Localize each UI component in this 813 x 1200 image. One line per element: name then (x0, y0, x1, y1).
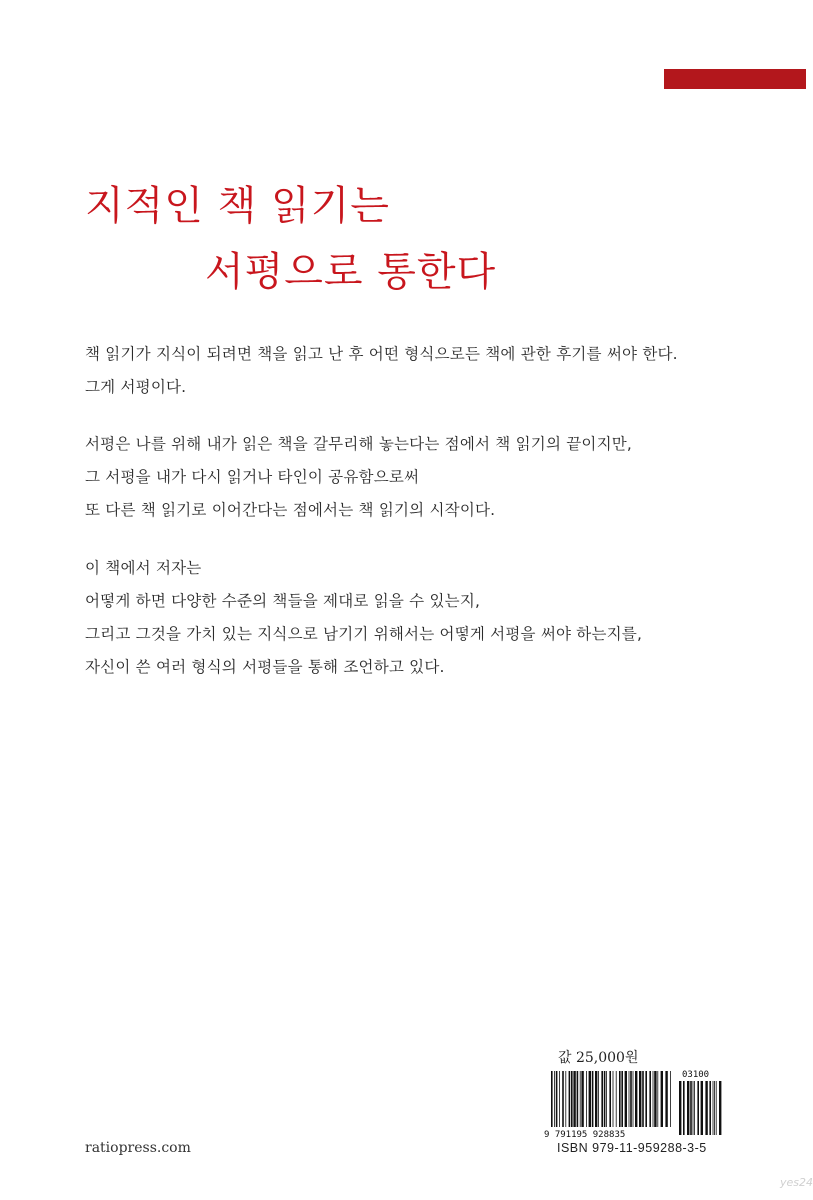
barcode-bar (595, 1071, 597, 1127)
body-line: 그 서평을 내가 다시 읽거나 타인이 공유함으로써 (85, 468, 420, 486)
body-line: 어떻게 하면 다양한 수준의 책들을 제대로 읽을 수 있는지, (85, 592, 481, 610)
barcode-bar (701, 1081, 703, 1135)
isbn-number: ISBN 979-11-959288-3-5 (557, 1141, 707, 1155)
price-label: 값 25,000원 (558, 1050, 639, 1066)
publisher-website: ratiopress.com (85, 1140, 191, 1156)
body-paragraph-3 (85, 552, 775, 684)
barcode-bar (621, 1071, 623, 1127)
body-line: 또 다른 책 읽기로 이어간다는 점에서는 책 읽기의 시작이다. (85, 501, 496, 519)
barcode-bar (642, 1071, 644, 1127)
barcode-bar (562, 1071, 564, 1127)
watermark: yes24 (780, 1176, 813, 1189)
barcode-bar (609, 1071, 611, 1127)
barcode-bar (577, 1071, 579, 1127)
barcode-bar (635, 1071, 637, 1127)
barcode-bar (654, 1071, 656, 1127)
body-line: 이 책에서 저자는 (85, 559, 202, 577)
barcode-main-bars (551, 1071, 671, 1127)
barcode-bar (657, 1071, 658, 1127)
barcode-bar (581, 1071, 583, 1127)
barcode-bar (580, 1071, 581, 1127)
barcode-bar (645, 1071, 647, 1127)
barcode-addon-bars (679, 1081, 721, 1135)
barcode-bar (679, 1081, 681, 1135)
barcode-bar (604, 1071, 606, 1127)
body-line: 서평은 나를 위해 내가 읽은 책을 갈무리해 놓는다는 점에서 책 읽기의 끝이지만, (85, 435, 633, 453)
barcode-bar (606, 1071, 607, 1127)
barcode-bar (630, 1071, 632, 1127)
barcode-bar (713, 1081, 714, 1135)
body-line: 책 읽기가 지식이 되려면 책을 읽고 난 후 어떤 형식으로든 책에 관한 후기를 써야 한다. (85, 345, 678, 363)
barcode-bar (592, 1071, 594, 1127)
body-paragraph-2 (85, 428, 775, 527)
barcode-bar (714, 1081, 715, 1135)
barcode-bar (719, 1081, 721, 1135)
barcode-bar (625, 1071, 627, 1127)
barcode-bar (571, 1071, 573, 1127)
barcode-bar (716, 1081, 717, 1135)
isbn-barcode (541, 1069, 725, 1139)
body-line: 자신이 쓴 여러 형식의 서평들을 통해 조언하고 있다. (85, 658, 445, 676)
barcode-bar (569, 1071, 571, 1127)
body-line: 그게 서평이다. (85, 378, 187, 396)
barcode-bar (619, 1071, 621, 1127)
barcode-bar (556, 1071, 558, 1127)
barcode-bar (633, 1071, 634, 1127)
barcode-bar (670, 1071, 671, 1127)
barcode-bar (705, 1081, 707, 1135)
barcode-bar (690, 1081, 692, 1135)
barcode-main-digits: 9 791195 928835 (544, 1130, 626, 1140)
barcode-bar (551, 1071, 553, 1127)
body-line: 그리고 그것을 가치 있는 지식으로 남기기 위해서는 어떻게 서평을 써야 하는지를, (85, 625, 643, 643)
barcode-bar (565, 1071, 566, 1127)
barcode-bar (639, 1071, 641, 1127)
barcode-bar (687, 1081, 689, 1135)
body-paragraph-1 (85, 338, 775, 404)
barcode-bar (683, 1081, 685, 1135)
barcode-bar (665, 1071, 667, 1127)
barcode-bar (559, 1071, 560, 1127)
barcode-bar (694, 1081, 695, 1135)
barcode-bar (586, 1071, 587, 1127)
barcode-bar (616, 1071, 617, 1127)
barcode-bar (629, 1071, 630, 1127)
barcode-bar (601, 1071, 603, 1127)
headline-line-2: 서평으로 통한다 (205, 249, 497, 295)
barcode-bar (598, 1071, 599, 1127)
headline-line-1: 지적인 책 읽기는 (85, 183, 390, 229)
barcode-bar (573, 1071, 575, 1127)
barcode-bar (613, 1071, 614, 1127)
barcode-bar (653, 1071, 654, 1127)
barcode-addon-digits: 03100 (682, 1070, 710, 1080)
barcode-bar (693, 1081, 694, 1135)
barcode-bar (554, 1071, 555, 1127)
accent-bar (664, 69, 806, 89)
barcode-bar (649, 1071, 651, 1127)
barcode-bar (709, 1081, 711, 1135)
barcode-bar (697, 1081, 699, 1135)
barcode-bar (661, 1071, 663, 1127)
barcode-bar (589, 1071, 591, 1127)
